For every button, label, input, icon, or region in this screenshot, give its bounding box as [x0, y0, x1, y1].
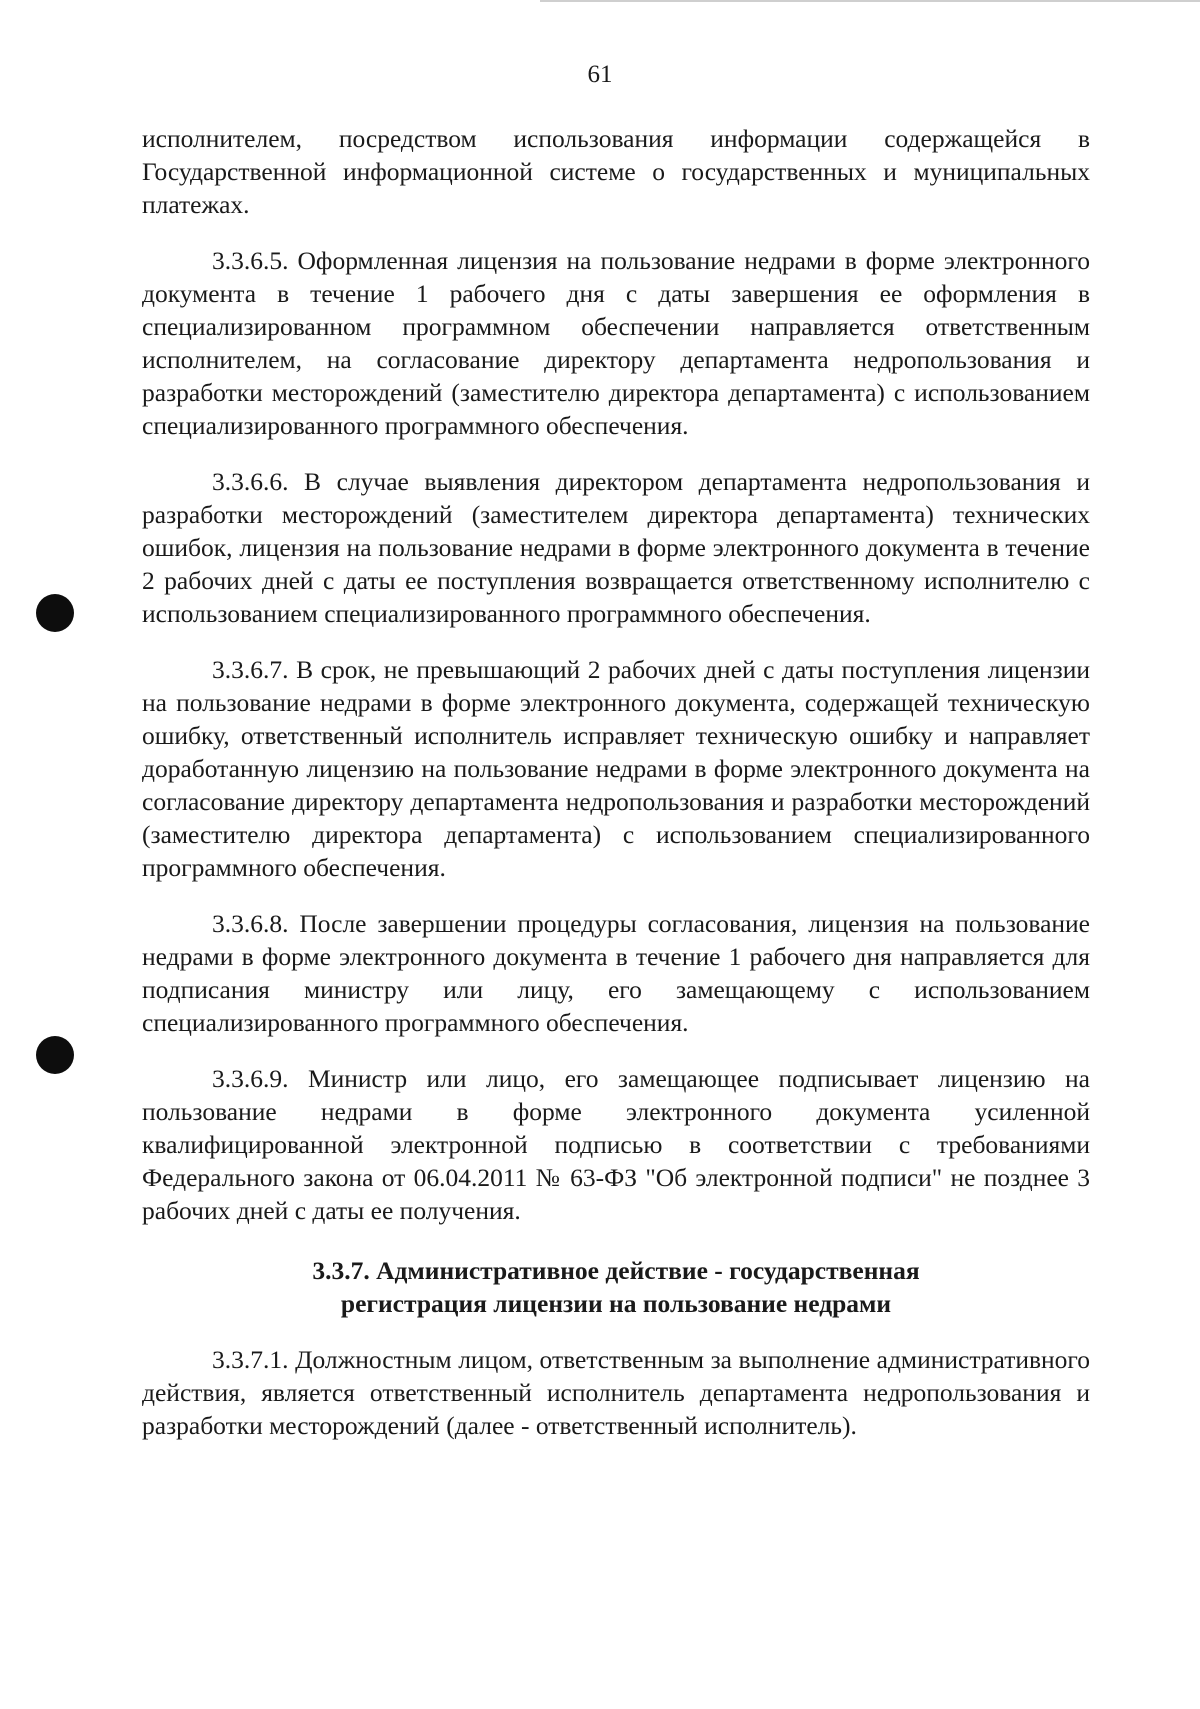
- paragraph-3-3-6-5: 3.3.6.5. Оформленная лицензия на пользование недрами в форме электронного документа в течение 1 рабочего дня с даты завершения ее оформления в специализированном программном обеспечении направляется ответственным исполнителем, на согласование директору департамента недропользования и разработки месторождений (заместителю директора департамента) с использованием специализированного программного обеспечения.: [142, 246, 1090, 440]
- punch-hole: [36, 1036, 74, 1074]
- paragraph-3-3-6-8: 3.3.6.8. После завершении процедуры согласования, лицензия на пользование недрами в форме электронного документа в течение 1 рабочего дня направляется для подписания министру или лицу, его замещающему с использованием специализированного программного обеспечения.: [142, 909, 1090, 1037]
- page-number: 61: [587, 61, 613, 88]
- document-body: [142, 122, 1090, 1442]
- scan-top-edge: [540, 0, 1200, 2]
- heading-line-2: регистрация лицензии на пользование недрами: [340, 1289, 892, 1318]
- paragraph-3-3-6-9: 3.3.6.9. Министр или лицо, его замещающее подписывает лицензию на пользование недрами в форме электронного документа усиленной квалифицированной электронной подписью в соответствии с требованиями Федерального закона от 06.04.2011 № 63-ФЗ "Об электронной подписи" не позднее 3 рабочих дней с даты ее получения.: [142, 1064, 1090, 1225]
- section-heading-3-3-7: [142, 1250, 1090, 1320]
- paragraph-continuation: исполнителем, посредством использования информации содержащейся в Государственной информационной системе о государственных и муниципальных платежах.: [142, 124, 1090, 219]
- punch-hole: [36, 594, 74, 632]
- paragraph-3-3-6-7: 3.3.6.7. В срок, не превышающий 2 рабочих дней с даты поступления лицензии на пользование недрами в форме электронного документа, содержащей техническую ошибку, ответственный исполнитель исправляет техническую ошибку и направляет доработанную лицензию на пользование недрами в форме электронного документа на согласование директору департамента недропользования и разработки месторождений (заместителю директора департамента) с использованием специализированного программного обеспечения.: [142, 655, 1090, 882]
- paragraph-3-3-7-1: 3.3.7.1. Должностным лицом, ответственным за выполнение административного действия, является ответственный исполнитель департамента недропользования и разработки месторождений (далее - ответственный исполнитель).: [142, 1345, 1090, 1440]
- heading-line-1: 3.3.7. Административное действие - государственная: [312, 1256, 920, 1285]
- paragraph-3-3-6-6: 3.3.6.6. В случае выявления директором департамента недропользования и разработки месторождений (заместителем директора департамента) технических ошибок, лицензия на пользование недрами в форме электронного документа в течение 2 рабочих дней с даты ее поступления возвращается ответственному исполнителю с использованием специализированного программного обеспечения.: [142, 467, 1090, 628]
